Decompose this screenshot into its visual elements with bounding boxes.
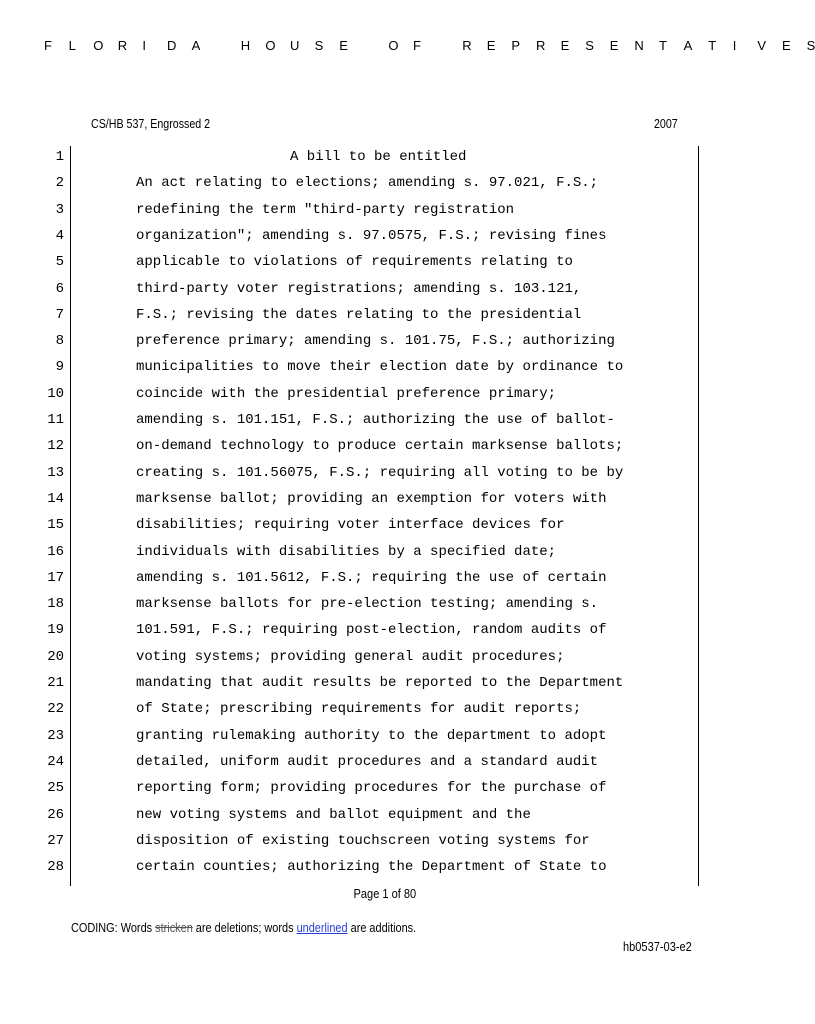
- bill-line: redefining the term "third-party registration: [136, 201, 515, 218]
- title-letter: O: [388, 38, 399, 53]
- title-letter: N: [634, 38, 644, 53]
- bill-line: voting systems; providing general audit procedures;: [136, 648, 565, 665]
- line-number: 16: [47, 543, 64, 560]
- line-number-rule: [70, 146, 71, 886]
- bill-line: organization"; amending s. 97.0575, F.S.; revising fines: [136, 227, 607, 244]
- chamber-title: [0, 38, 815, 58]
- title-letter: I: [732, 38, 737, 53]
- line-number: 5: [55, 254, 64, 271]
- title-letter: E: [486, 38, 496, 53]
- bill-line: coincide with the presidential preference primary;: [136, 385, 557, 402]
- bill-line: reporting form; providing procedures for the purchase of: [136, 780, 607, 797]
- bill-line: new voting systems and ballot equipment and the: [136, 806, 531, 823]
- title-letter: A: [191, 38, 201, 53]
- line-number: 22: [47, 701, 64, 718]
- line-number: 27: [47, 832, 64, 849]
- line-number: 21: [47, 675, 64, 691]
- title-letter: R: [462, 38, 472, 53]
- line-number: 20: [47, 648, 64, 665]
- title-letter: S: [585, 38, 594, 53]
- line-number: 13: [47, 464, 64, 481]
- bill-line: on-demand technology to produce certain marksense ballots;: [136, 438, 624, 455]
- bill-line: applicable to violations of requirements relating to: [136, 254, 573, 271]
- line-number: 4: [55, 227, 64, 244]
- bill-line: certain counties; authorizing the Department of State to: [136, 859, 607, 876]
- line-number: 25: [47, 780, 64, 797]
- bill-line: disposition of existing touchscreen voting systems for: [136, 832, 590, 849]
- title-letter: T: [708, 38, 717, 53]
- bill-year: 2007: [654, 116, 678, 131]
- bill-line: third-party voter registrations; amending s. 103.121,: [136, 280, 582, 297]
- title-letter: P: [511, 38, 521, 53]
- title-letter: T: [659, 38, 667, 53]
- line-number: 12: [47, 438, 64, 455]
- right-margin-rule: [698, 146, 699, 886]
- line-number: 3: [55, 201, 64, 218]
- title-letter: S: [314, 38, 324, 53]
- title-letter: D: [167, 38, 177, 53]
- title-letter: L: [68, 38, 76, 53]
- bill-line: detailed, uniform audit procedures and a standard audit: [136, 753, 599, 770]
- title-letter: U: [290, 38, 300, 53]
- bill-line: municipalities to move their election date by ordinance to: [136, 359, 624, 376]
- line-number: 1: [55, 149, 64, 165]
- title-letter: F: [413, 38, 421, 53]
- bill-number: CS/HB 537, Engrossed 2: [91, 116, 211, 131]
- title-letter: S: [806, 38, 815, 53]
- title-letter: R: [117, 38, 128, 53]
- title-letter: E: [609, 38, 619, 53]
- bill-line: mandating that audit results be reported to the Department: [136, 675, 624, 691]
- line-number: 2: [55, 175, 64, 192]
- title-letter: O: [265, 38, 276, 53]
- line-number: 24: [47, 753, 64, 770]
- title-letter: I: [142, 38, 147, 53]
- line-number: 28: [47, 859, 64, 876]
- title-letter: O: [93, 38, 104, 53]
- line-number: 6: [55, 280, 64, 297]
- bill-line: disabilities; requiring voter interface devices for: [136, 517, 565, 534]
- bill-line: individuals with disabilities by a specified date;: [136, 543, 557, 560]
- bill-line: An act relating to elections; amending s. 97.021, F.S.;: [136, 175, 599, 192]
- bill-line: of State; prescribing requirements for audit reports;: [136, 701, 582, 718]
- coding-legend: CODING: Words stricken are deletions; words underlined are additions.: [71, 920, 417, 935]
- title-letter: R: [536, 38, 546, 53]
- line-number: 23: [47, 727, 64, 744]
- bill-line: amending s. 101.5612, F.S.; requiring the use of certain: [136, 569, 607, 586]
- document-id: hb0537-03-e2: [623, 939, 692, 954]
- underlined-sample: underlined: [296, 920, 348, 935]
- bill-line: preference primary; amending s. 101.75, F.S.; authorizing: [136, 333, 615, 350]
- line-number: 11: [47, 412, 64, 428]
- line-number: 17: [47, 569, 64, 586]
- line-number: 14: [47, 490, 64, 507]
- line-number: 10: [47, 385, 64, 402]
- title-letter: F: [44, 38, 52, 53]
- bill-heading: A bill to be entitled: [290, 149, 467, 165]
- bill-line: creating s. 101.56075, F.S.; requiring all voting to be by: [136, 464, 624, 481]
- line-number: 18: [47, 596, 64, 613]
- page-number: Page 1 of 80: [353, 886, 417, 901]
- bill-line: 101.591, F.S.; requiring post-election, random audits of: [136, 622, 607, 639]
- bill-line: amending s. 101.151, F.S.; authorizing the use of ballot-: [136, 412, 615, 428]
- title-letter: E: [560, 38, 570, 53]
- bill-line: granting rulemaking authority to the department to adopt: [136, 727, 607, 744]
- bill-line: marksense ballot; providing an exemption for voters with: [136, 490, 607, 507]
- bill-line: marksense ballots for pre-election testing; amending s.: [136, 596, 599, 613]
- title-letter: E: [782, 38, 791, 53]
- line-number: 19: [47, 622, 64, 639]
- line-number: 8: [55, 333, 64, 350]
- line-number: 26: [47, 806, 64, 823]
- title-letter: E: [339, 38, 348, 53]
- bill-line: F.S.; revising the dates relating to the presidential: [136, 306, 582, 323]
- title-letter: A: [683, 38, 693, 53]
- title-letter: V: [757, 38, 767, 53]
- line-number: 9: [55, 359, 64, 376]
- title-letter: H: [240, 38, 251, 53]
- stricken-sample: stricken: [155, 920, 193, 935]
- line-number: 7: [55, 306, 64, 323]
- line-number: 15: [47, 517, 64, 534]
